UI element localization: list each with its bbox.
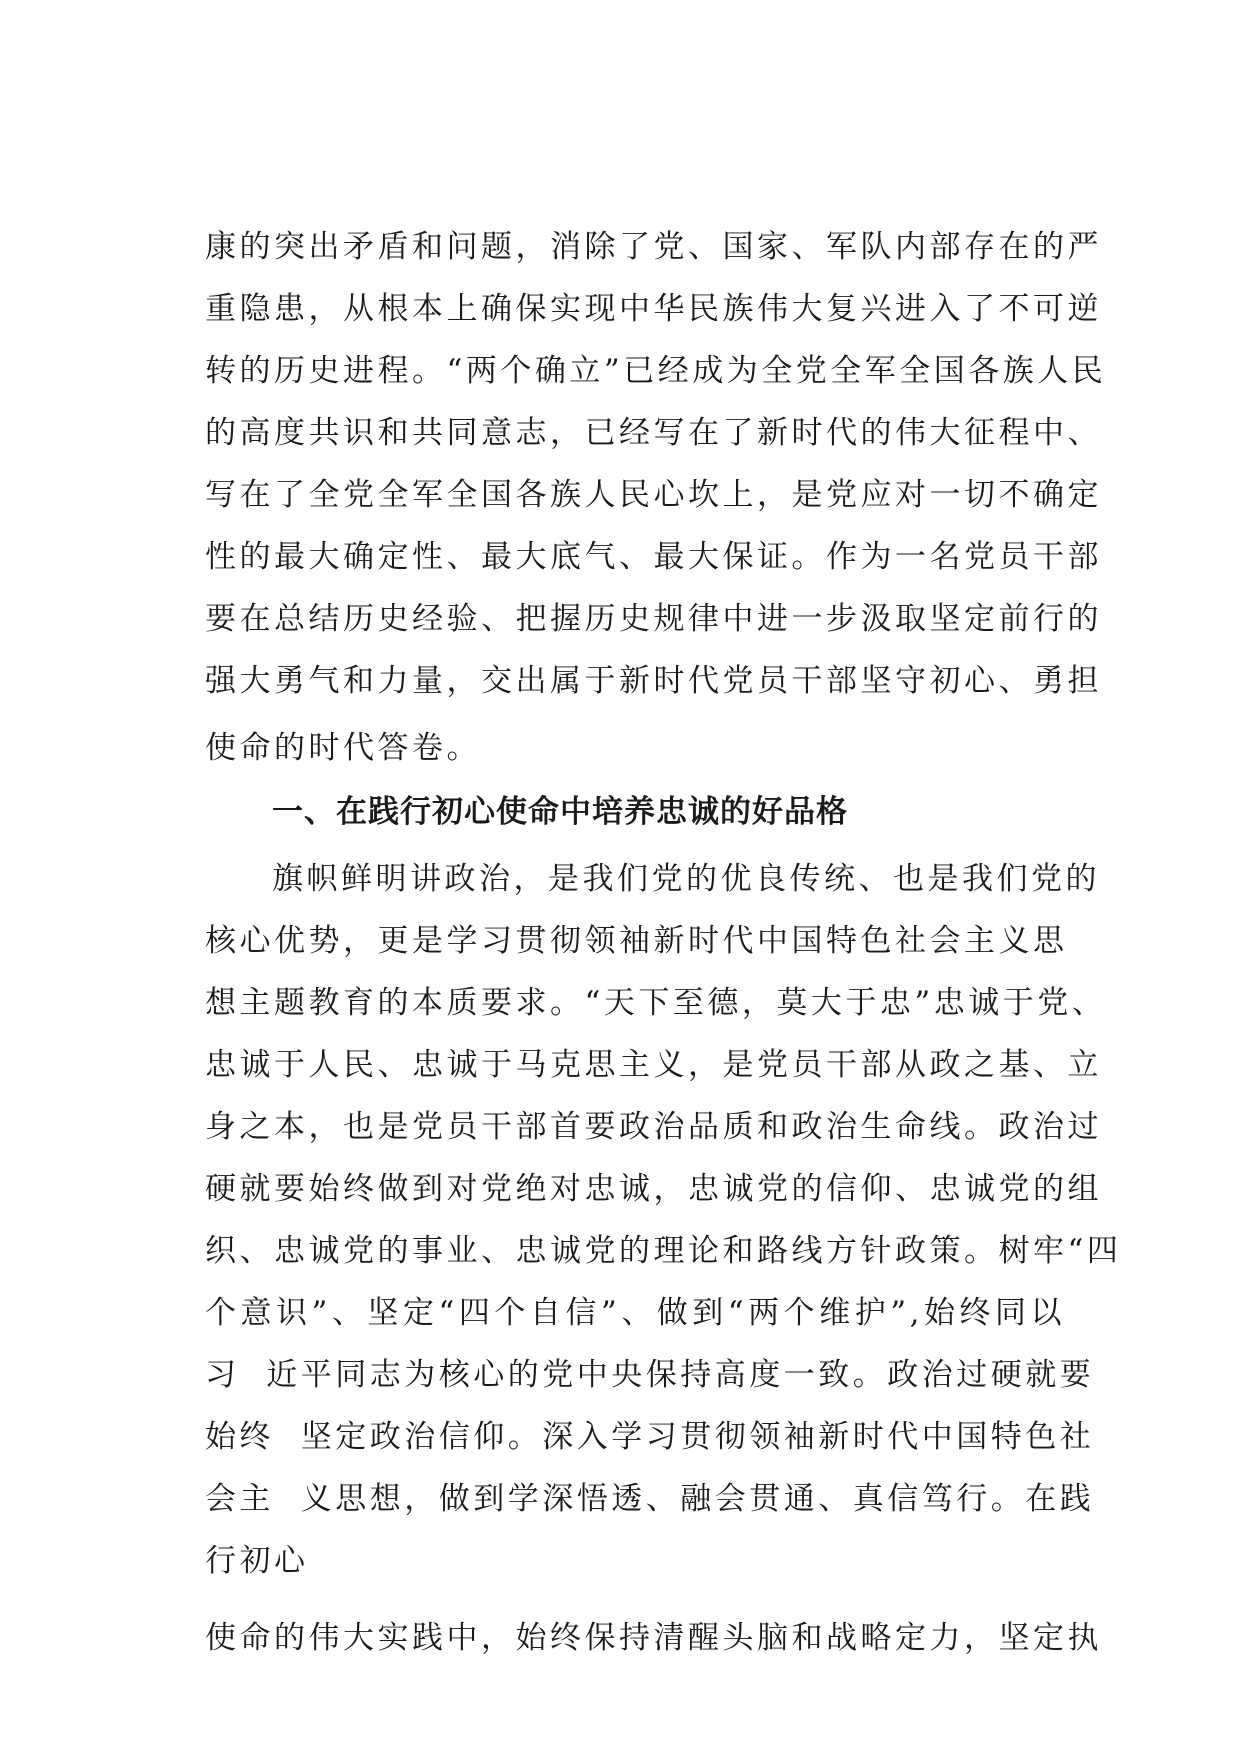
text-line: 性的最大确定性、最大底气、最大保证。作为一名党员干部 [205,539,1102,575]
text-line: 会主 义思想，做到学深悟透、融会贯通、真信笃行。在践 [205,1481,1095,1517]
text-line: 使命的时代答卷。 [205,730,481,766]
text-line: 身之本，也是党员干部首要政治品质和政治生命线。政治过 [205,1109,1102,1145]
text-line: 强大勇气和力量，交出属于新时代党员干部坚守初心、勇担 [205,663,1102,699]
text-line: 的高度共识和共同意志，已经写在了新时代的伟大征程中、 [205,415,1102,451]
text-line: 旗帜鲜明讲政治，是我们党的优良传统、也是我们党的 [272,861,1100,897]
text-line: 硬就要始终做到对党绝对忠诚，忠诚党的信仰、忠诚党的组 [205,1171,1102,1207]
text-line: 转的历史进程。“两个确立”已经成为全党全军全国各族人民 [205,353,1107,389]
text-line: 康的突出矛盾和问题，消除了党、国家、军队内部存在的严 [205,229,1102,265]
text-line: 始终 坚定政治信仰。深入学习贯彻领袖新时代中国特色社 [205,1419,1095,1455]
text-line: 想主题教育的本质要求。“天下至德，莫大于忠”忠诚于党、 [205,985,1107,1021]
text-line: 忠诚于人民、忠诚于马克思主义，是党员干部从政之基、立 [205,1047,1102,1083]
text-line: 要在总结历史经验、把握历史规律中进一步汲取坚定前行的 [205,601,1102,637]
text-line: 使命的伟大实践中，始终保持清醒头脑和战略定力，坚定执 [205,1620,1102,1656]
text-line: 个意识”、坚定“四个自信”、做到“两个维护”,始终同以 [205,1295,1065,1331]
text-line: 写在了全党全军全国各族人民心坎上，是党应对一切不确定 [205,477,1102,513]
text-line: 行初心 [205,1543,309,1579]
text-line: 习 近平同志为核心的党中央保持高度一致。政治过硬就要 [205,1357,1095,1393]
text-line: 重隐患，从根本上确保实现中华民族伟大复兴进入了不可逆 [205,291,1102,327]
text-line: 织、忠诚党的事业、忠诚党的理论和路线方针政策。树牢“四 [205,1233,1122,1269]
text-line: 核心优势，更是学习贯彻领袖新时代中国特色社会主义思 [205,923,1068,959]
section-heading: 一、在践行初心使命中培养忠诚的好品格 [272,794,848,830]
